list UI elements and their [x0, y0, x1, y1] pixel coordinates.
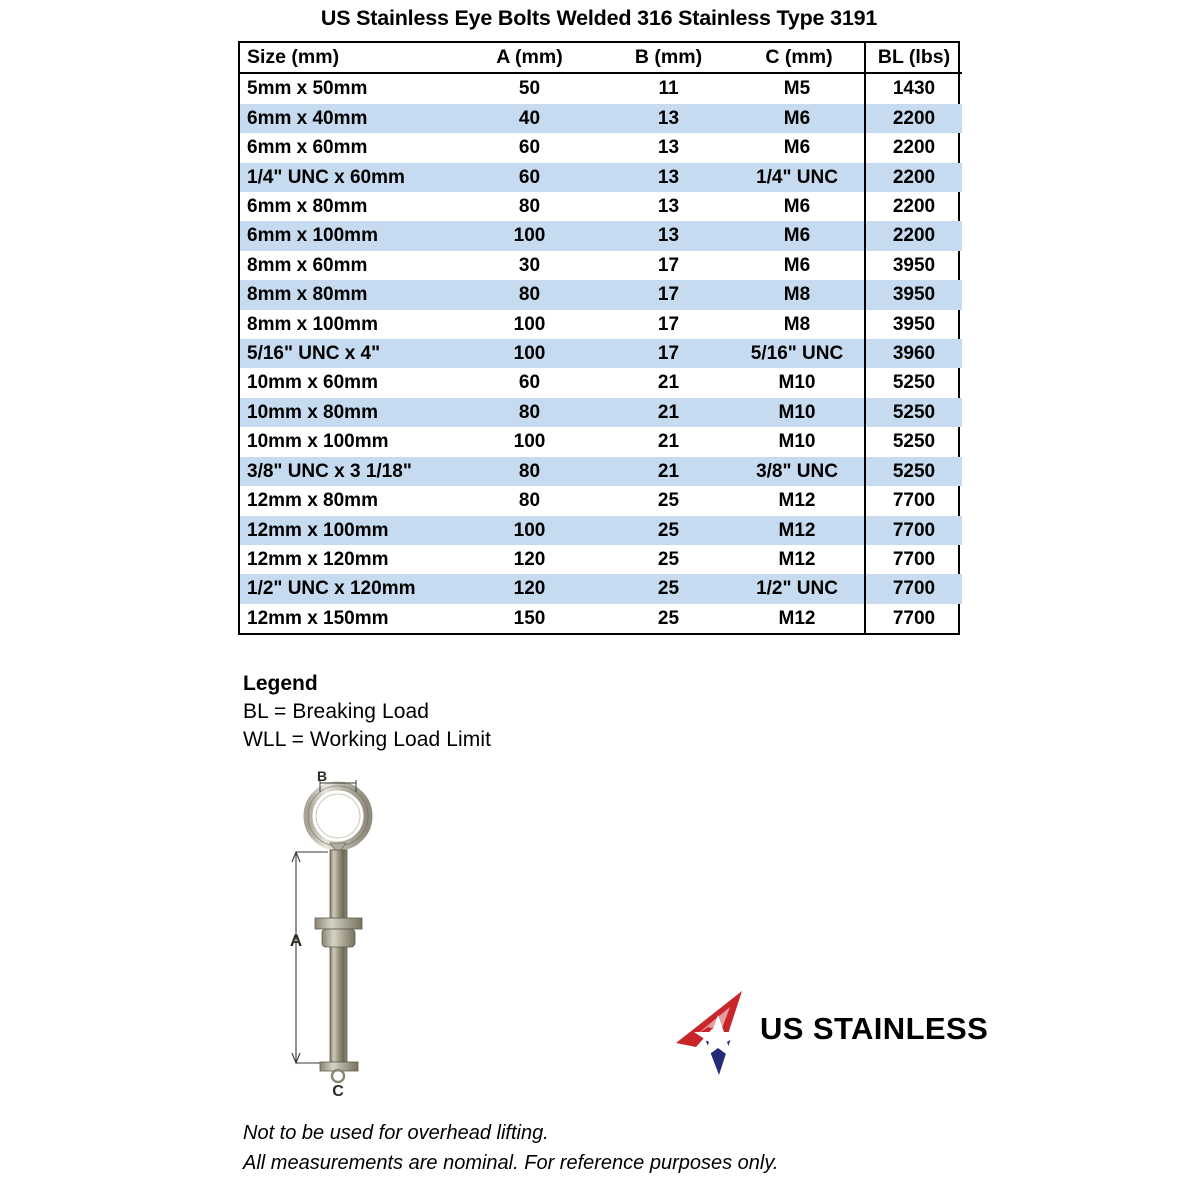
- bolt-shaft: [330, 850, 347, 1063]
- cell-c: 1/2" UNC: [734, 574, 865, 603]
- cell-a: 60: [518, 372, 541, 394]
- cell-a: 80: [456, 280, 603, 309]
- cell-b: 25: [657, 490, 680, 512]
- cell-size: 6mm x 80mm: [247, 196, 368, 218]
- table-body: [240, 73, 962, 633]
- cell-b: 13: [603, 104, 734, 133]
- cell-size: 8mm x 100mm: [247, 313, 378, 335]
- eye-ring-icon: [308, 786, 368, 846]
- thread-end-loop: [332, 1070, 344, 1082]
- cell-a: 120: [456, 574, 603, 603]
- cell-size: 6mm x 60mm: [247, 137, 368, 159]
- dimension-label-b: B: [316, 770, 328, 784]
- cell-bl: 7700: [865, 604, 962, 633]
- eye-bolt-illustration: [270, 770, 420, 1100]
- legend: [243, 670, 491, 754]
- cell-c: M10: [778, 431, 816, 453]
- cell-a: 60: [456, 163, 603, 192]
- table-row: [240, 73, 962, 103]
- cell-c: M6: [734, 221, 865, 250]
- cell-b: 11: [658, 78, 679, 100]
- cell-bl: 7700: [865, 574, 962, 603]
- table-row: [240, 280, 962, 309]
- column-header-a: A (mm): [456, 43, 603, 73]
- table-row: [240, 604, 962, 633]
- cell-bl: 5250: [865, 398, 962, 427]
- cell-size: 1/2" UNC x 120mm: [240, 574, 456, 603]
- eye-bolt-diagram: [270, 770, 420, 1100]
- column-header-size: Size (mm): [240, 43, 456, 73]
- cell-c: M8: [734, 280, 865, 309]
- table-header-row: [240, 43, 962, 73]
- legend-heading: Legend: [243, 672, 318, 695]
- table-row: [240, 368, 962, 397]
- cell-bl: 7700: [865, 516, 962, 545]
- cell-b: 17: [603, 280, 734, 309]
- disclaimer: [243, 1118, 778, 1178]
- cell-bl: 3950: [865, 251, 962, 280]
- disclaimer-line-1: Not to be used for overhead lifting.: [243, 1122, 549, 1144]
- cell-c: M12: [778, 607, 816, 629]
- cell-bl: 2200: [865, 192, 962, 221]
- cell-size: 1/4" UNC x 60mm: [240, 163, 456, 192]
- cell-bl: 2200: [865, 221, 962, 250]
- cell-c: M10: [778, 372, 816, 394]
- table-row: [240, 310, 962, 339]
- table-row: [240, 339, 962, 368]
- column-header-bl: BL (lbs): [865, 43, 962, 73]
- cell-c: M6: [783, 196, 811, 218]
- cell-bl: 5250: [865, 457, 962, 486]
- table-row: [240, 427, 962, 456]
- cell-size: 8mm x 80mm: [240, 280, 456, 309]
- page-title: US Stainless Eye Bolts Welded 316 Stainless Type 3191: [320, 6, 878, 30]
- cell-b: 13: [603, 221, 734, 250]
- logo-star-swoosh-icon: [672, 985, 764, 1077]
- cell-b: 13: [657, 196, 680, 218]
- cell-size: 8mm x 60mm: [247, 254, 368, 276]
- cell-bl: 1430: [865, 73, 962, 103]
- eye-bolt-spec-table: [240, 43, 962, 633]
- cell-c: M8: [783, 313, 811, 335]
- cell-bl: 3960: [865, 339, 962, 368]
- cell-size: 6mm x 100mm: [240, 221, 456, 250]
- cell-a: 100: [456, 516, 603, 545]
- cell-a: 100: [456, 221, 603, 250]
- cell-bl: 3950: [865, 310, 962, 339]
- table-row: [240, 486, 962, 515]
- nut: [322, 929, 355, 947]
- cell-b: 25: [657, 607, 680, 629]
- cell-size: 12mm x 150mm: [247, 607, 389, 629]
- cell-b: 13: [657, 137, 680, 159]
- cell-b: 25: [603, 574, 734, 603]
- cell-c: M6: [783, 254, 811, 276]
- table-header: [240, 43, 962, 73]
- table-row: [240, 457, 962, 486]
- cell-size: 5mm x 50mm: [247, 78, 368, 100]
- cell-b: 17: [603, 339, 734, 368]
- cell-a: 80: [456, 457, 603, 486]
- cell-a: 150: [513, 607, 546, 629]
- cell-a: 40: [456, 104, 603, 133]
- cell-a: 60: [518, 137, 541, 159]
- cell-size: 3/8" UNC x 3 1/18": [240, 457, 456, 486]
- cell-size: 6mm x 40mm: [240, 104, 456, 133]
- dimension-label-a: A: [289, 931, 303, 950]
- cell-b: 17: [657, 313, 680, 335]
- table-row: [240, 104, 962, 133]
- legend-item-wll: WLL = Working Load Limit: [243, 728, 492, 751]
- cell-b: 13: [603, 163, 734, 192]
- spec-table-container: [238, 41, 960, 635]
- cell-b: 21: [657, 431, 680, 453]
- cell-b: 17: [657, 254, 680, 276]
- cell-size: 10mm x 100mm: [247, 431, 389, 453]
- cell-c: 3/8" UNC: [734, 457, 865, 486]
- legend-item-bl: BL = Breaking Load: [243, 700, 430, 723]
- dimension-line-a: [289, 852, 328, 1063]
- cell-size: 5/16" UNC x 4": [240, 339, 456, 368]
- cell-size: 12mm x 120mm: [247, 548, 389, 570]
- cell-c: M6: [783, 137, 811, 159]
- cell-a: 100: [513, 431, 546, 453]
- cell-b: 21: [603, 457, 734, 486]
- cell-b: 21: [657, 372, 680, 394]
- cell-size: 12mm x 100mm: [240, 516, 456, 545]
- cell-bl: 2200: [865, 104, 962, 133]
- cell-b: 21: [603, 398, 734, 427]
- table-row: [240, 545, 962, 574]
- cell-bl: 5250: [865, 427, 962, 456]
- dimension-label-c: C: [332, 1083, 344, 1100]
- table-row: [240, 133, 962, 162]
- cell-c: M12: [734, 516, 865, 545]
- cell-c: M5: [783, 78, 811, 100]
- cell-bl: 7700: [865, 545, 962, 574]
- logo-wordmark: US STAINLESS: [760, 1011, 989, 1046]
- table-row: [240, 163, 962, 192]
- table-row: [240, 251, 962, 280]
- cell-b: 25: [603, 516, 734, 545]
- table-row: [240, 398, 962, 427]
- table-row: [240, 516, 962, 545]
- cell-b: 25: [657, 548, 680, 570]
- cell-a: 120: [513, 548, 546, 570]
- column-header-b: B (mm): [603, 43, 734, 73]
- table-row: [240, 574, 962, 603]
- cell-a: 80: [518, 490, 541, 512]
- cell-bl: 7700: [865, 486, 962, 515]
- cell-c: 1/4" UNC: [734, 163, 865, 192]
- cell-a: 80: [518, 196, 541, 218]
- cell-a: 100: [513, 313, 546, 335]
- cell-bl: 5250: [865, 368, 962, 397]
- us-stainless-logo: [672, 985, 989, 1077]
- cell-size: 12mm x 80mm: [247, 490, 378, 512]
- cell-a: 30: [518, 254, 541, 276]
- table-row: [240, 192, 962, 221]
- column-header-c: C (mm): [734, 43, 865, 73]
- cell-a: 100: [456, 339, 603, 368]
- cell-c: 5/16" UNC: [734, 339, 865, 368]
- cell-c: M12: [778, 490, 816, 512]
- cell-a: 50: [518, 78, 541, 100]
- washer: [315, 918, 362, 929]
- cell-size: 10mm x 80mm: [240, 398, 456, 427]
- cell-c: M12: [778, 548, 816, 570]
- cell-a: 80: [456, 398, 603, 427]
- cell-bl: 2200: [865, 133, 962, 162]
- disclaimer-line-2: All measurements are nominal. For reference purposes only.: [243, 1152, 779, 1174]
- table-row: [240, 221, 962, 250]
- cell-size: 10mm x 60mm: [247, 372, 378, 394]
- cell-bl: 3950: [865, 280, 962, 309]
- cell-c: M6: [734, 104, 865, 133]
- cell-c: M10: [734, 398, 865, 427]
- cell-bl: 2200: [865, 163, 962, 192]
